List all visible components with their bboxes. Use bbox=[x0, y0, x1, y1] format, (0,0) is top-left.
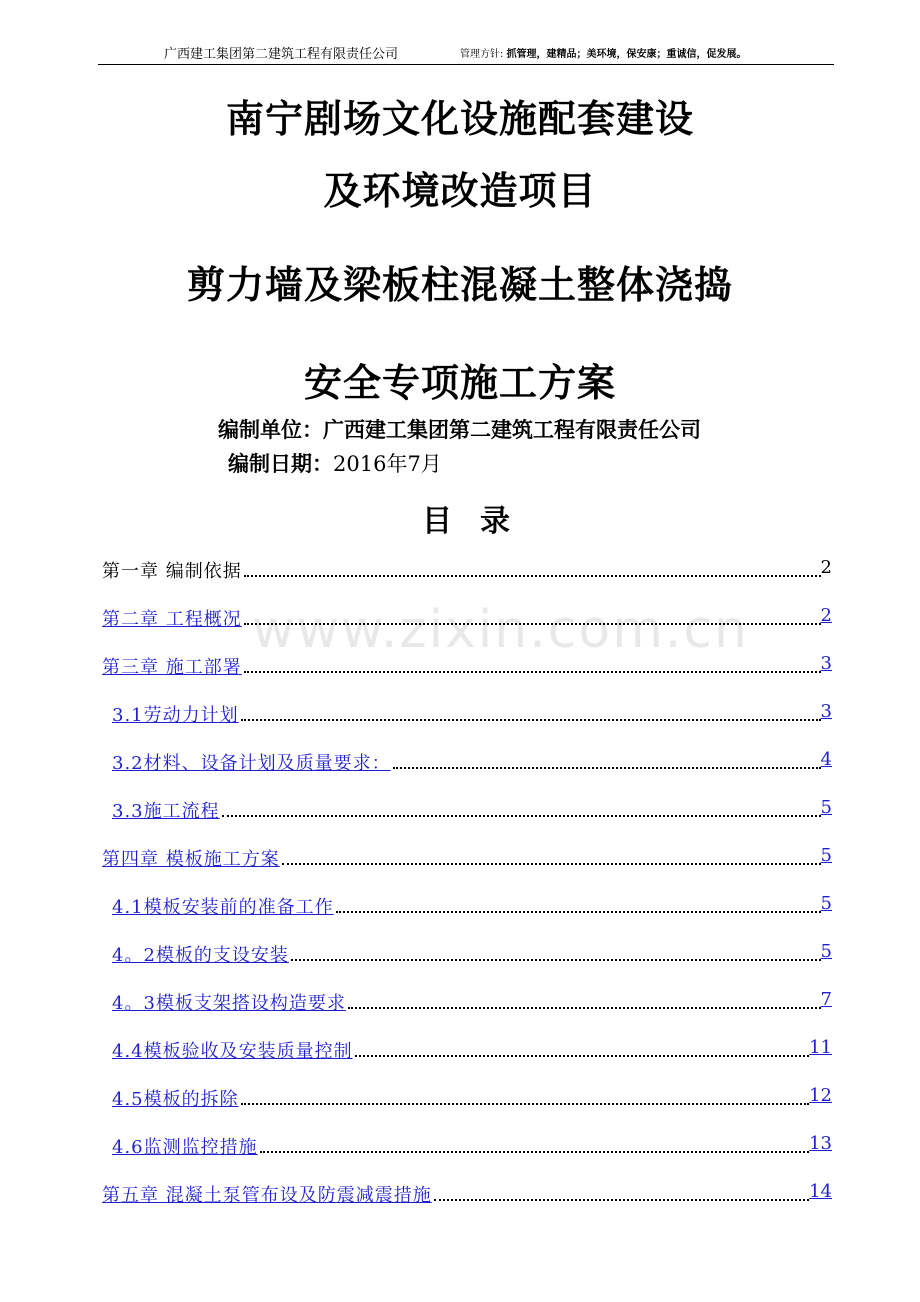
toc-item[interactable] bbox=[102, 1083, 832, 1131]
toc-item-label: 3.2材料、设备计划及质量要求： bbox=[112, 753, 391, 774]
toc-item-page: 7 bbox=[820, 989, 832, 1010]
toc-item-label: 第三章 施工部署 bbox=[102, 657, 242, 678]
toc-item-page: 5 bbox=[820, 797, 832, 818]
toc-heading: 目录 bbox=[422, 504, 538, 539]
compile-date-value: 2016年7月 bbox=[333, 452, 442, 476]
title-line-1: 南宁剧场文化设施配套建设 bbox=[225, 97, 694, 141]
toc-item[interactable] bbox=[102, 747, 832, 795]
toc-item-page: 5 bbox=[820, 893, 832, 914]
toc-item-page: 5 bbox=[820, 941, 832, 962]
toc-item[interactable] bbox=[102, 603, 832, 651]
toc-item-page: 2 bbox=[820, 557, 832, 578]
toc-item-label: 3.3施工流程 bbox=[112, 801, 220, 822]
toc-leader bbox=[241, 699, 821, 721]
toc-item[interactable] bbox=[102, 1179, 832, 1227]
compiler-unit-label: 编制单位： bbox=[218, 418, 323, 442]
toc-leader bbox=[244, 603, 821, 625]
toc-item-page: 4 bbox=[820, 749, 832, 770]
header-policy-text: 抓管理，建精品；美环境，保安康；重诚信，促发展。 bbox=[506, 49, 747, 60]
toc-item-label: 第四章 模板施工方案 bbox=[102, 849, 280, 870]
toc-item[interactable] bbox=[102, 1131, 832, 1179]
toc-item[interactable] bbox=[102, 939, 832, 987]
toc-item-label: 4。3模板支架搭设构造要求 bbox=[112, 993, 346, 1014]
toc-item-label: 3.1劳动力计划 bbox=[112, 705, 239, 726]
header-policy bbox=[460, 45, 747, 60]
toc-leader bbox=[222, 795, 821, 817]
title-line-4: 安全专项施工方案 bbox=[303, 361, 616, 405]
compiler-unit-value: 广西建工集团第二建筑工程有限责任公司 bbox=[323, 418, 701, 442]
table-of-contents bbox=[102, 555, 832, 1227]
title-line-2: 及环境改造项目 bbox=[323, 169, 597, 213]
toc-item[interactable] bbox=[102, 1035, 832, 1083]
title-line-3: 剪力墙及梁板柱混凝土整体浇捣 bbox=[186, 263, 733, 307]
compile-date bbox=[228, 448, 442, 478]
toc-item-page: 3 bbox=[820, 653, 832, 674]
toc-item[interactable] bbox=[102, 891, 832, 939]
toc-item[interactable] bbox=[102, 555, 832, 603]
toc-item-page: 12 bbox=[809, 1085, 832, 1106]
toc-leader bbox=[355, 1035, 809, 1057]
toc-leader bbox=[348, 987, 821, 1009]
toc-leader bbox=[241, 1083, 809, 1105]
toc-item-label: 4.5模板的拆除 bbox=[112, 1089, 239, 1110]
compiler-unit bbox=[218, 414, 701, 444]
toc-item-page: 3 bbox=[820, 701, 832, 722]
toc-item-label: 4.4模板验收及安装质量控制 bbox=[112, 1041, 353, 1062]
toc-leader bbox=[260, 1131, 809, 1153]
compile-date-label: 编制日期： bbox=[228, 452, 333, 476]
toc-item[interactable] bbox=[102, 651, 832, 699]
toc-item-page: 5 bbox=[820, 845, 832, 866]
toc-leader bbox=[434, 1179, 809, 1201]
watermark: www.zixin.com.cn bbox=[252, 600, 749, 660]
toc-item-page: 2 bbox=[820, 605, 832, 626]
toc-leader bbox=[244, 651, 821, 673]
page-header bbox=[98, 40, 834, 65]
toc-leader bbox=[291, 939, 821, 961]
toc-item-label: 4.6监测监控措施 bbox=[112, 1137, 258, 1158]
header-company: 广西建工集团第二建筑工程有限责任公司 bbox=[164, 47, 399, 62]
toc-leader bbox=[336, 891, 821, 913]
toc-item[interactable] bbox=[102, 795, 832, 843]
toc-item-page: 13 bbox=[809, 1133, 832, 1154]
toc-item-label: 第五章 混凝土泵管布设及防震减震措施 bbox=[102, 1185, 432, 1206]
toc-leader bbox=[282, 843, 821, 865]
toc-item-page: 14 bbox=[809, 1181, 832, 1202]
toc-item[interactable] bbox=[102, 987, 832, 1035]
toc-item-label: 4。2模板的支设安装 bbox=[112, 945, 289, 966]
toc-item[interactable] bbox=[102, 699, 832, 747]
header-policy-label: 管理方针: bbox=[460, 49, 504, 60]
toc-item[interactable] bbox=[102, 843, 832, 891]
toc-leader bbox=[393, 747, 821, 769]
toc-item-page: 11 bbox=[809, 1037, 832, 1058]
toc-item-label: 第二章 工程概况 bbox=[102, 609, 242, 630]
toc-item-label: 4.1模板安装前的准备工作 bbox=[112, 897, 334, 918]
toc-item-label: 第一章 编制依据 bbox=[102, 561, 242, 582]
toc-leader bbox=[244, 555, 821, 577]
